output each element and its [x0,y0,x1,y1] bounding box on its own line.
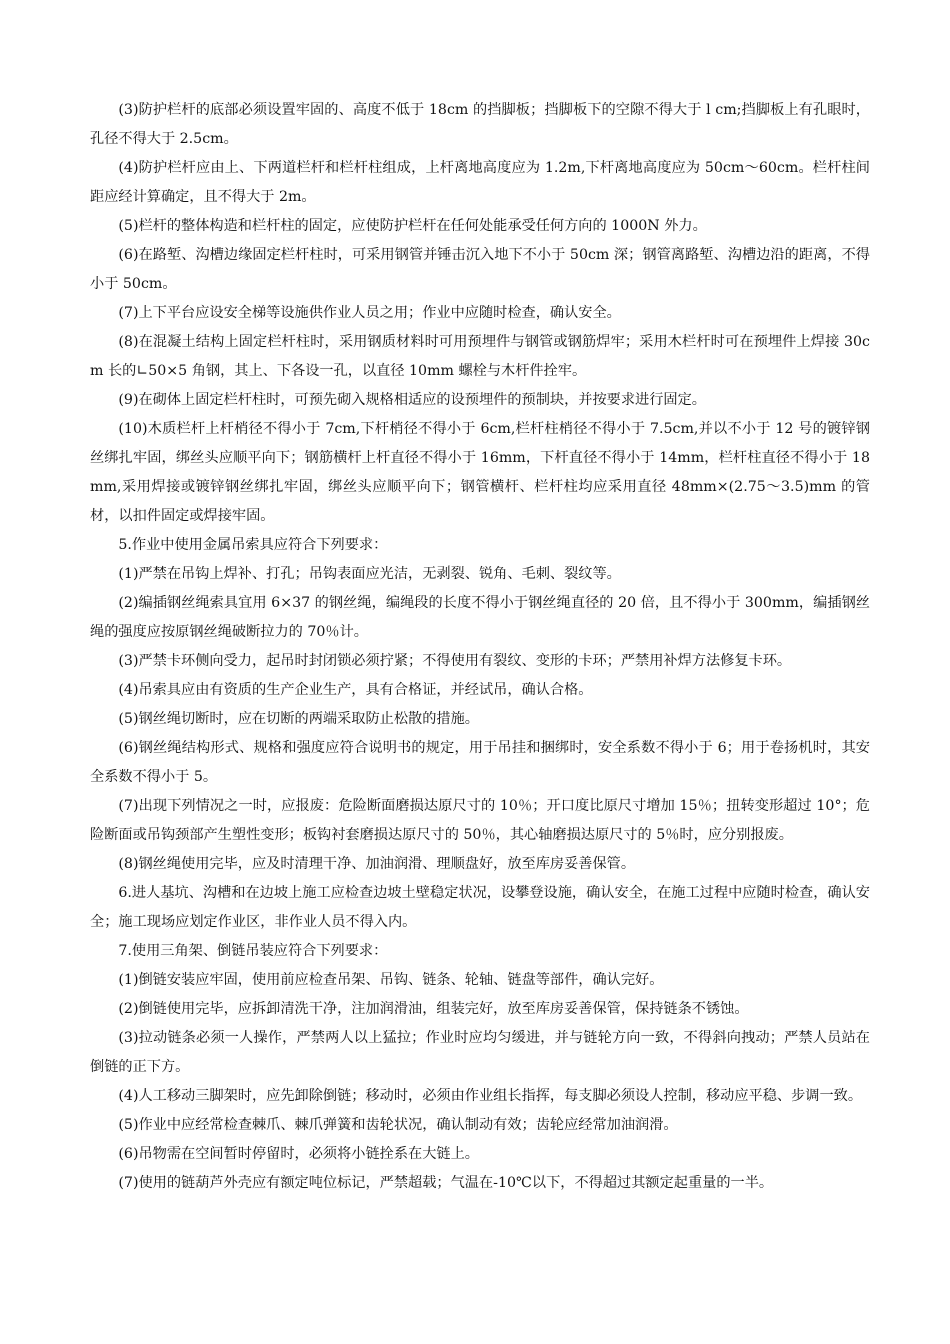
section-heading: 5.作业中使用金属吊索具应符合下列要求： [118,537,388,553]
paragraph: (8)在混凝土结构上固定栏杆柱时，采用钢质材料时可用预埋件与钢管或钢筋焊牢；采用木栏杆时可在预埋件上焊接 30cm 长的∟50×5 角钢，其上、下各设一孔，以直径 10mm 螺栓与木杆件拴牢。 [90,334,870,379]
document-page [90,96,870,1198]
paragraph: (6)在路堑、沟槽边缘固定栏杆柱时，可采用钢管并锤击沉入地下不小于 50cm 深；钢管离路堑、沟槽边沿的距离，不得小于 50cm。 [90,247,870,292]
paragraph: (3)防护栏杆的底部必须设置牢固的、高度不低于 18cm 的挡脚板；挡脚板下的空隙不得大于 l cm;挡脚板上有孔眼时，孔径不得大于 2.5cm。 [90,102,870,147]
paragraph: (10)木质栏杆上杆梢径不得小于 7cm,下杆梢径不得小于 6cm,栏杆柱梢径不得小于 7.5cm,并以不小于 12 号的镀锌钢丝绑扎牢固，绑丝头应顺平向下；钢筋横杆上杆直径不得小于 16mm，下杆直径不得小于 14mm，栏杆柱直径不得小于 18mm,采用焊接或镀锌钢丝绑扎牢固，绑丝头应顺平向下；钢管横杆、栏杆柱均应采用直径 48mm×(2.75～3.5)mm 的管材，以扣件固定或焊接牢固。 [90,421,870,524]
paragraph: (2)编插钢丝绳索具宜用 6×37 的钢丝绳，编绳段的长度不得小于钢丝绳直径的 20 倍，且不得小于 300mm，编插钢丝绳的强度应按原钢丝绳破断拉力的 70％计。 [90,595,870,640]
paragraph: (3)拉动链条必须一人操作，严禁两人以上猛拉；作业时应均匀缓进，并与链轮方向一致，不得斜向拽动；严禁人员站在倒链的正下方。 [90,1030,870,1075]
paragraph: (6)钢丝绳结构形式、规格和强度应符合说明书的规定，用于吊挂和捆绑时，安全系数不得小于 6；用于卷扬机时，其安全系数不得小于 5。 [90,740,870,785]
paragraph: (5)栏杆的整体构造和栏杆柱的固定，应使防护栏杆在任何处能承受任何方向的 1000N 外力。 [118,218,707,234]
paragraph: (4)防护栏杆应由上、下两道栏杆和栏杆柱组成，上杆离地高度应为 1.2m,下杆离地高度应为 50cm～60cm。栏杆柱间距应经计算确定，且不得大于 2m。 [90,160,870,205]
paragraph: (8)钢丝绳使用完毕，应及时清理干净、加油润滑、理顺盘好，放至库房妥善保管。 [118,856,636,872]
section-heading: 7.使用三角架、倒链吊装应符合下列要求： [118,943,388,959]
paragraph: (1)严禁在吊钩上焊补、打孔；吊钩表面应光洁，无剥裂、锐角、毛刺、裂纹等。 [118,566,621,582]
paragraph: (5)作业中应经常检查棘爪、棘爪弹簧和齿轮状况，确认制动有效；齿轮应经常加油润滑。 [118,1117,678,1133]
paragraph: (7)上下平台应设安全梯等设施供作业人员之用；作业中应随时检查，确认安全。 [118,305,621,321]
paragraph: (2)倒链使用完毕，应拆卸清洗干净，注加润滑油，组装完好，放至库房妥善保管，保持链条不锈蚀。 [118,1001,749,1017]
paragraph: (3)严禁卡环侧向受力，起吊时封闭锁必须拧紧；不得使用有裂纹、变形的卡环；严禁用补焊方法修复卡环。 [118,653,792,669]
paragraph: (7)出现下列情况之一时，应报废：危险断面磨损达原尺寸的 10％；开口度比原尺寸增加 15％；扭转变形超过 10°；危险断面或吊钩颈部产生塑性变形；板钩衬套磨损达原尺寸的 50％，其心轴磨损达原尺寸的 5％时，应分别报废。 [90,798,870,843]
paragraph: (4)人工移动三脚架时，应先卸除倒链；移动时，必须由作业组长指挥，每支脚必须设人控制，移动应平稳、步调一致。 [118,1088,863,1104]
paragraph: (4)吊索具应由有资质的生产企业生产，具有合格证，并经试吊，确认合格。 [118,682,593,698]
paragraph: (6)吊物需在空间暂时停留时，必须将小链拴系在大链上。 [118,1146,479,1162]
paragraph: (9)在砌体上固定栏杆柱时，可预先砌入规格相适应的设预埋件的预制块，并按要求进行固定。 [118,392,706,408]
paragraph: (5)钢丝绳切断时，应在切断的两端采取防止松散的措施。 [118,711,479,727]
paragraph: (1)倒链安装应牢固，使用前应检查吊架、吊钩、链条、轮轴、链盘等部件，确认完好。 [118,972,664,988]
section-heading: 6.进人基坑、沟槽和在边坡上施工应检查边坡土壁稳定状况，设攀登设施，确认安全，在施工过程中应随时检查，确认安全；施工现场应划定作业区，非作业人员不得入内。 [90,885,870,930]
paragraph: (7)使用的链葫芦外壳应有额定吨位标记，严禁超载；气温在-10℃以下，不得超过其额定起重量的一半。 [118,1175,774,1191]
